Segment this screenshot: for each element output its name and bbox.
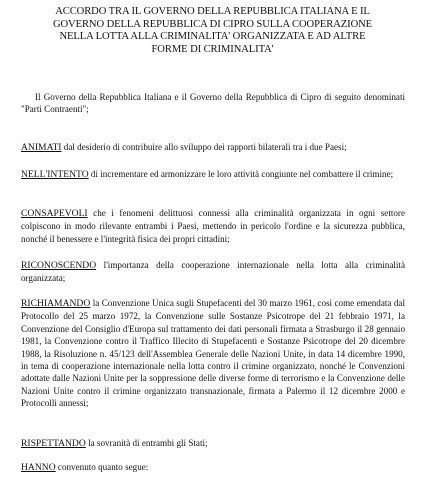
clause-rispettando	[21, 437, 405, 450]
clause-lead: RICHIAMANDO	[21, 298, 91, 309]
clause-hanno	[21, 461, 405, 474]
clause-lead: HANNO	[21, 462, 56, 473]
clause-nell-intento	[21, 168, 405, 181]
clause-richiamando	[21, 297, 405, 410]
clause-lead: RICONOSCENDO	[21, 260, 97, 271]
clause-lead: NELL'INTENTO	[21, 169, 89, 180]
title-line-4: FORME DI CRIMINALITA'	[151, 43, 274, 55]
clause-text: la Convenzione Unica sugli Stupefacenti del 30 marzo 1961, così come emendata dal Protocollo del 25 marzo 1972, la Convenzione sulle Sostanze Psicotrope del 21 febbraio 1971, la Convenzione del Consiglio d'Europa sul trattamento dei dati personali firmata a Strasburgo il 28 gennaio 1981, la Convenzione contro il Traffico Illecito di Stupefacenti e Sostanze Psicotrope del 20 dicembre 1988, la Risoluzione n. 45/123 dell'Assemblea Generale delle Nazioni Unite, in data 14 dicembre 1990, in tema di cooperazione internazionale nella lotta contro il crimine organizzato, nonché le Convenzioni adottate dalle Nazioni Unite per la soppressione delle diverse forme di terrorismo e la Convenzione delle Nazioni Unite contro il crimine organizzato transnazionale, firmata a Palermo il 12 dicembre 2000 e Protocolli annessi;	[21, 298, 405, 409]
clause-consapevoli	[21, 207, 405, 245]
clause-lead: RISPETTANDO	[21, 438, 86, 449]
document-title	[20, 6, 405, 56]
clause-text: di incrementare ed armonizzare le loro attività congiunte nel combattere il crimine;	[88, 169, 394, 179]
clause-riconoscendo	[21, 259, 405, 285]
clause-text: che i fenomeni delittuosi connessi alla criminalità organizzata in ogni settore colpiscono in modo rilevante entrambi i Paesi, mettendo in pericolo l'ordine e la sicurezza pubblica, nonché il benessere e l'integrità fisica dei propri cittadini;	[21, 208, 405, 244]
clause-text: l'importanza della cooperazione internazionale nella lotta alla criminalità organizzata;	[21, 260, 405, 284]
title-line-1: ACCORDO TRA IL GOVERNO DELLA REPUBBLICA ITALIANA E IL	[55, 6, 370, 17]
clause-text: convenuto quanto segue:	[55, 462, 149, 472]
clause-lead: CONSAPEVOLI	[21, 208, 88, 219]
title-line-2: GOVERNO DELLA REPUBBLICA DI CIPRO SULLA COOPERAZIONE	[52, 18, 373, 30]
clause-text: la sovranità di entrambi gli Stati;	[85, 438, 208, 448]
clause-text: dal desiderio di contribuire allo sviluppo dei rapporti bilaterali tra i due Paesi;	[61, 142, 347, 152]
clause-animati	[21, 141, 405, 154]
title-line-3: NELLA LOTTA ALLA CRIMINALITA' ORGANIZZATA E AD ALTRE	[59, 31, 366, 43]
clause-lead: ANIMATI	[21, 142, 62, 153]
intro-paragraph: Il Governo della Repubblica Italiana e il Governo della Repubblica di Cipro di seguito denominati "Parti Contraenti";	[21, 92, 405, 115]
